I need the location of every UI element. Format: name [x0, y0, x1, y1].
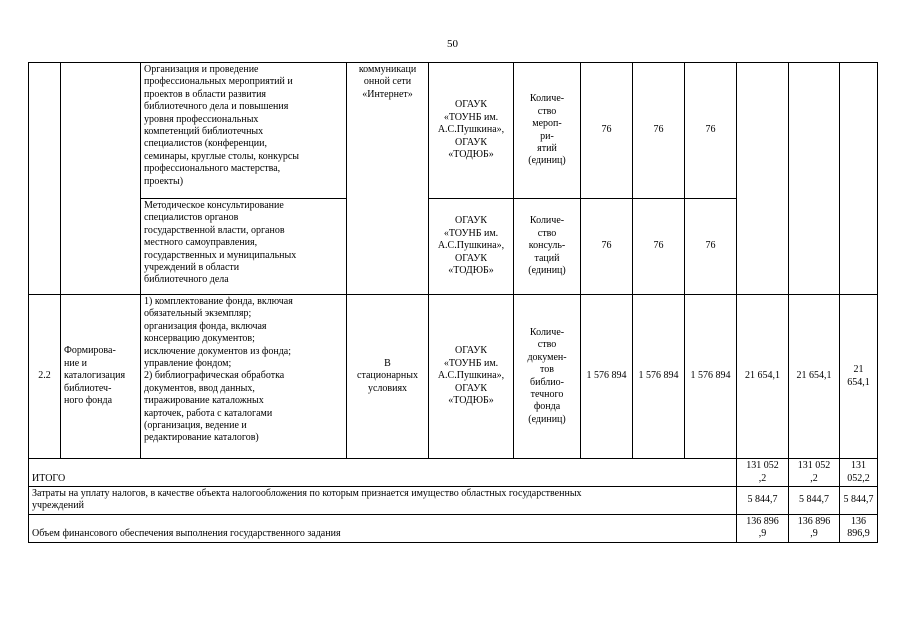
text-line: уровня профессиональных — [144, 113, 259, 125]
text-line: семинары, круглые столы, конкурсы — [144, 150, 299, 162]
service-name-cell — [61, 295, 141, 459]
row-number-cell — [29, 63, 61, 295]
finance-cell — [789, 459, 840, 487]
text-line: 654,1 — [847, 376, 870, 388]
text-line: управление фондом; — [144, 358, 232, 370]
finance-cell — [840, 459, 878, 487]
finance-cell — [789, 514, 840, 542]
text-line: 136 896 — [797, 515, 831, 527]
state-task-table — [28, 62, 878, 543]
text-line: ство — [537, 339, 557, 351]
finance-cell: 5 844,7 — [789, 487, 840, 515]
unit-cell — [514, 199, 581, 295]
finance-cell: 5 844,7 — [840, 487, 878, 515]
volume-label: Объем финансового обеспечения выполнения государственного задания — [29, 514, 737, 542]
text-line: мероп- — [532, 118, 562, 130]
total-row — [29, 459, 878, 487]
finance-cell — [737, 63, 789, 295]
text-line: фонда — [533, 401, 561, 413]
text-line: 131 052 — [797, 460, 831, 472]
text-line: редактирование каталогов) — [144, 432, 259, 444]
text-line: ,2 — [810, 472, 818, 484]
text-line: коммуникаци — [358, 64, 417, 75]
text-line: Количе- — [529, 215, 565, 227]
text-line: ,2 — [758, 472, 767, 484]
text-line: «ТОУНБ им. — [443, 111, 499, 123]
text-line: обязательный экземпляр; — [144, 308, 252, 320]
text-line: 136 — [851, 515, 866, 527]
text-line: ного фонда — [64, 395, 113, 407]
text-line: 052,2 — [847, 472, 870, 484]
text-line: «Интернет» — [362, 88, 413, 100]
text-line: ОГАУК — [454, 252, 487, 264]
text-line: А.С.Пушкина», — [437, 240, 505, 252]
text-line: Формирова- — [64, 345, 116, 357]
text-line: учреждений — [32, 500, 84, 512]
text-line: докумен- — [527, 351, 567, 363]
text-line: ство — [537, 105, 557, 117]
finance-cell — [737, 514, 789, 542]
table-row — [29, 63, 878, 199]
organization-cell — [429, 63, 514, 199]
text-line: ,9 — [758, 528, 767, 540]
page-number: 50 — [447, 38, 458, 50]
total-label: ИТОГО — [29, 459, 737, 487]
text-line: «ТОУНБ им. — [443, 227, 499, 239]
taxes-label — [29, 487, 737, 515]
volume-cell: 1 576 894 — [633, 295, 685, 459]
text-line: профессиональных мероприятий и — [144, 76, 293, 88]
text-line: профессионального мастерства, — [144, 163, 281, 175]
text-line: проекты) — [144, 175, 184, 187]
text-line: таций — [534, 252, 560, 264]
unit-cell — [514, 63, 581, 199]
finance-cell — [789, 63, 840, 295]
text-line: библиотечного дела — [144, 274, 229, 286]
work-content-cell — [141, 63, 347, 199]
text-line: исключение документов из фонда; — [144, 345, 292, 357]
text-line: каталогизация — [64, 370, 126, 382]
text-line: (единиц) — [528, 155, 566, 167]
text-line: библиотеч- — [64, 382, 112, 394]
volume-row — [29, 514, 878, 542]
taxes-row — [29, 487, 878, 515]
text-line: Затраты на уплату налогов, в качестве объекта налогообложения по которым признается имущество областных государственных — [32, 488, 582, 499]
text-line: А.С.Пушкина», — [437, 370, 505, 382]
organization-cell — [429, 199, 514, 295]
finance-cell: 21 654,1 — [737, 295, 789, 459]
organization-cell — [429, 295, 514, 459]
text-line: 2) библиографическая обработка — [144, 370, 285, 382]
text-line: В — [384, 357, 391, 369]
text-line: организация фонда, включая — [144, 320, 267, 332]
table-row — [29, 295, 878, 459]
volume-cell: 76 — [633, 63, 685, 199]
finance-cell — [840, 514, 878, 542]
text-line: (единиц) — [528, 265, 566, 277]
text-line: ятий — [537, 142, 557, 154]
text-line: консуль- — [528, 240, 566, 252]
work-content-cell — [141, 295, 347, 459]
text-line: ОГАУК — [454, 99, 487, 111]
text-line: 136 896 — [746, 515, 779, 527]
text-line: 1) комплектование фонда, включая — [144, 296, 293, 307]
text-line: «ТОУНБ им. — [443, 357, 499, 369]
text-line: «ТОДЮБ» — [448, 149, 494, 161]
text-line: Организация и проведение — [144, 64, 259, 75]
volume-cell: 1 576 894 — [685, 295, 737, 459]
volume-cell: 1 576 894 — [581, 295, 633, 459]
finance-cell — [840, 63, 878, 295]
text-line: «ТОДЮБ» — [448, 395, 494, 407]
conditions-cell — [347, 63, 429, 295]
text-line: стационарных — [357, 370, 418, 382]
text-line: библиотечного дела и повышения — [144, 101, 289, 113]
text-line: консервацию документов; — [144, 333, 255, 345]
text-line: 896,9 — [847, 528, 870, 540]
text-line: ри- — [540, 130, 554, 142]
text-line: 131 052 — [746, 460, 779, 472]
text-line: ОГАУК — [454, 382, 487, 394]
finance-cell: 5 844,7 — [737, 487, 789, 515]
text-line: ние и — [64, 357, 87, 369]
text-line: течного — [530, 388, 564, 400]
work-content-cell — [141, 199, 347, 295]
text-line: онной сети — [363, 76, 412, 88]
finance-cell: 21 654,1 — [789, 295, 840, 459]
text-line: местного самоуправления, — [144, 237, 258, 249]
text-line: тиражирование каталожных — [144, 395, 264, 407]
text-line: документов, ввод данных, — [144, 382, 255, 394]
text-line: библио- — [530, 376, 564, 388]
text-line: ство — [537, 227, 557, 239]
text-line: учреждений в области — [144, 262, 240, 274]
conditions-cell — [347, 295, 429, 459]
volume-cell: 76 — [581, 199, 633, 295]
text-line: специалистов органов — [144, 212, 239, 224]
text-line: А.С.Пушкина», — [437, 124, 505, 136]
text-line: ,9 — [810, 528, 818, 540]
service-name-cell — [61, 63, 141, 295]
text-line: «ТОДЮБ» — [448, 265, 494, 277]
text-line: (организация, ведение и — [144, 420, 247, 432]
volume-cell: 76 — [685, 199, 737, 295]
text-line: Методическое консультирование — [144, 200, 284, 211]
text-line: тов — [540, 364, 554, 376]
text-line: (единиц) — [528, 413, 566, 425]
volume-cell: 76 — [581, 63, 633, 199]
unit-cell — [514, 295, 581, 459]
text-line: 21 — [853, 364, 864, 376]
text-line: специалистов (конференции, — [144, 138, 267, 150]
finance-cell — [840, 295, 878, 459]
volume-cell: 76 — [633, 199, 685, 295]
text-line: 131 — [851, 460, 866, 472]
text-line: Количе- — [529, 326, 565, 338]
text-line: условиях — [367, 382, 408, 394]
text-line: компетенций библиотечных — [144, 126, 264, 138]
text-line: карточек, работа с каталогами — [144, 407, 273, 419]
text-line: ОГАУК — [454, 345, 487, 357]
text-line: государственных и муниципальных — [144, 249, 297, 261]
volume-cell: 76 — [685, 63, 737, 199]
text-line: государственной власти, органов — [144, 224, 285, 236]
text-line: Количе- — [529, 93, 565, 105]
text-line: ОГАУК — [454, 215, 487, 227]
text-line: проектов в области развития — [144, 88, 267, 100]
finance-cell — [737, 459, 789, 487]
row-number-cell: 2.2 — [29, 295, 61, 459]
text-line: ОГАУК — [454, 136, 487, 148]
